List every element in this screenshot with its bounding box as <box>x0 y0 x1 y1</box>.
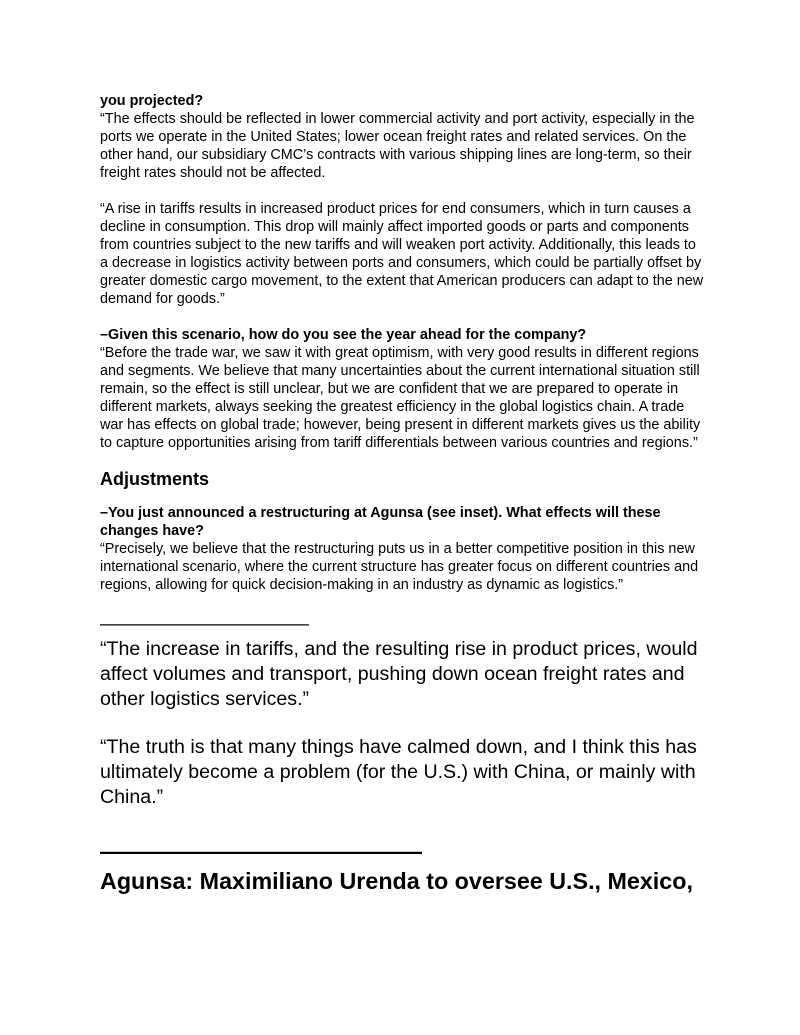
inset-headline: Agunsa: Maximiliano Urenda to oversee U.S., Mexico, <box>100 868 693 894</box>
divider-line: ——————————— <box>100 614 309 635</box>
section-subheading: Adjustments <box>100 469 210 489</box>
question: –You just announced a restructuring at Agunsa (see inset). What effects will these changes have? <box>100 505 661 539</box>
answer-paragraph: “A rise in tariffs results in increased product prices for end consumers, which in turn causes a decline in consumption. This drop will mainly affect imported goods or parts and components from countries subject to the new tariffs and will weaken port activity. Additionally, this leads to a decrease in logistics activity between ports and consumers, which could be partially offset by greater domestic cargo movement, to the extent that American producers can adapt to the new demand for goods.” <box>100 201 704 307</box>
pull-quote: “The truth is that many things have calmed down, and I think this has ultimately become a problem (for the U.S.) with China, or mainly with China.” <box>100 736 697 808</box>
question-continued: you projected? <box>100 93 204 109</box>
answer-paragraph: “Before the trade war, we saw it with great optimism, with very good results in different regions and segments. We believe that many uncertainties about the current international situation still remain, so the effect is still unclear, but we are confident that we are prepared to operate in different markets, always seeking the greatest efficiency in the global logistics chain. A trade war has effects on global trade; however, being present in different markets gives us the ability to capture opportunities arising from tariff differentials between various countries and regions.” <box>100 345 701 451</box>
article-body <box>100 92 705 896</box>
question: –Given this scenario, how do you see the year ahead for the company? <box>100 327 587 343</box>
pull-quote: “The increase in tariffs, and the resulting rise in product prices, would affect volumes and transport, pushing down ocean freight rates and other logistics services.” <box>100 638 698 710</box>
divider-line: —————————————— <box>100 838 422 864</box>
answer-paragraph: “Precisely, we believe that the restructuring puts us in a better competitive position in this new international scenario, where the current structure has greater focus on different countries and regions, allowing for quick decision-making in an industry as dynamic as logistics.” <box>100 541 699 593</box>
answer-paragraph: “The effects should be reflected in lower commercial activity and port activity, especially in the ports we operate in the United States; lower ocean freight rates and related services. On the other hand, our subsidiary CMC’s contracts with various shipping lines are long-term, so their freight rates should not be affected. <box>100 111 695 181</box>
